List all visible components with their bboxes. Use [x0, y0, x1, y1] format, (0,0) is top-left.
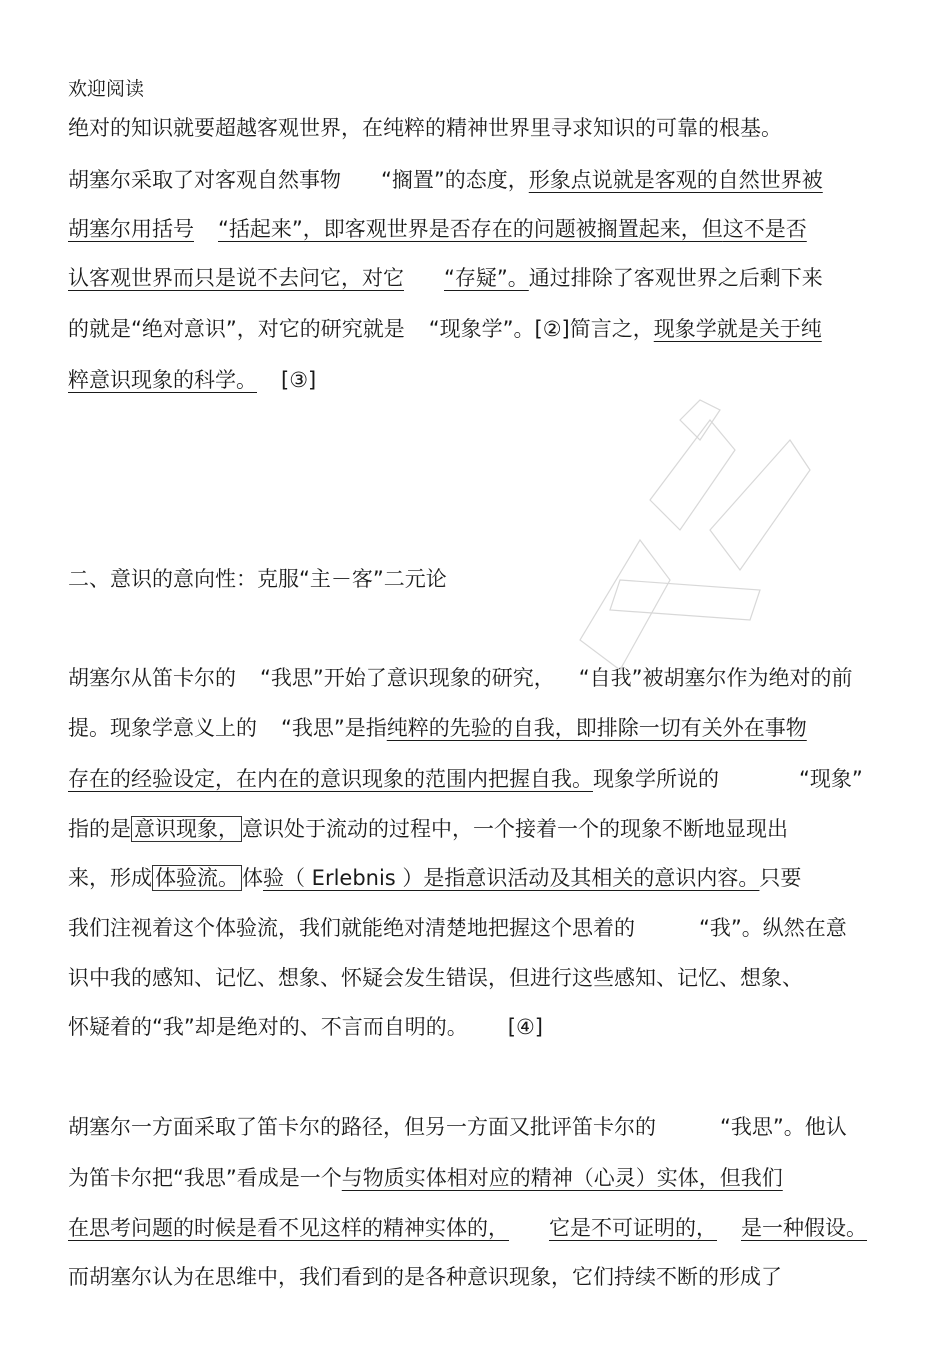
text-segment: 指的是 — [68, 817, 131, 841]
text-segment: “搁置”的态度， — [381, 168, 529, 192]
paragraph-line — [68, 264, 823, 292]
section-heading: 二、意识的意向性：克服“主－客”二元论 — [68, 567, 447, 591]
paragraph-line — [68, 914, 847, 942]
underlined-text: 在思考问题的时候是看不见这样的精神实体的， — [68, 1216, 509, 1240]
paragraph-line — [68, 215, 807, 243]
text-segment: 识中我的感知、记忆、想象、怀疑会发生错误，但进行这些感知、记忆、想象、 — [68, 966, 803, 990]
underlined-text: 验（ Erlebnis ）是指意识活动及其相关的意识内容。 — [263, 866, 760, 890]
footnote-ref: [④] — [507, 1015, 543, 1039]
text-segment: 现象学所说的 — [593, 767, 719, 791]
text-segment: 体 — [242, 866, 263, 890]
underlined-text: “括起来”，即客观世界是否存在的问题被搁置起来，但 — [218, 217, 723, 241]
text-segment: 只要 — [759, 866, 802, 890]
underlined-text: 是一种假设。 — [741, 1216, 867, 1240]
underlined-text: “存疑”。 — [444, 266, 529, 290]
paragraph-line — [68, 366, 316, 394]
text-segment: 胡塞尔一方面采取了笛卡尔的路径，但另一方面又批评笛卡尔的 — [68, 1115, 656, 1139]
underlined-text: 粹意识现象的科学。 — [68, 368, 257, 392]
underlined-text: 胡塞尔用括号 — [68, 217, 194, 241]
paragraph-line — [68, 864, 801, 892]
underlined-text: 形象点说就是客观的自然世界被 — [528, 168, 823, 192]
text-segment: 胡塞尔从笛卡尔的 — [68, 666, 236, 690]
paragraph-line — [68, 114, 782, 142]
text-segment: 我们注视着这个体验流，我们就能绝对清楚地把握这个思着的 — [68, 916, 635, 940]
boxed-term: 意识现象， — [131, 816, 242, 842]
underlined-text: 现象学就是关于纯 — [653, 317, 822, 341]
underlined-text: 认客观世界而只是说不去问它，对它 — [68, 266, 404, 290]
paragraph-line — [68, 1214, 867, 1242]
paragraph-line — [68, 815, 788, 843]
paragraph-line — [68, 664, 853, 692]
page-header: 欢迎阅读 — [68, 78, 145, 100]
text-segment: “我思”开始了意识现象的研究， — [260, 666, 555, 690]
text-segment: “现象学”。[②]简言之， — [428, 317, 654, 341]
paragraph-line — [68, 714, 807, 742]
underlined-text: 纯粹的先验的自我，即排除一切有关外在事物 — [386, 716, 807, 740]
text-segment: 意识处于流动的过程中，一个接着一个的现象不断地显现出 — [242, 817, 788, 841]
paragraph-line — [68, 166, 823, 194]
paragraph-line — [68, 964, 803, 992]
text-segment: 怀疑着的“我”却是绝对的、不言而自明的。 — [68, 1015, 468, 1039]
paragraph-line — [68, 1013, 543, 1041]
footnote-ref: [③] — [281, 368, 317, 392]
text-segment: 而胡塞尔认为在思维中，我们看到的是各种意识现象，它们持续不断的形成了 — [68, 1265, 782, 1289]
text-segment: 的就是“绝对意识”，对它的研究就是 — [68, 317, 405, 341]
paragraph-line — [68, 1263, 782, 1291]
paragraph-line — [68, 1164, 783, 1192]
underlined-text: 这不是否 — [722, 217, 807, 241]
text-segment: 胡塞尔采取了对客观自然事物 — [68, 168, 341, 192]
underlined-text: 与物质实体相对应的精神（心灵）实体，但我们 — [341, 1166, 783, 1190]
text-segment: 来，形成 — [68, 866, 152, 890]
text-segment: “我”。纵然在意 — [699, 916, 847, 940]
watermark-graphic — [560, 380, 820, 680]
text-segment: “我思”。他认 — [720, 1115, 847, 1139]
underlined-text: 它是不可证明的， — [549, 1216, 717, 1240]
underlined-text: 存在的经验设定，在内在的意识现象的范围内把握自我。 — [68, 767, 593, 791]
text-segment: “我思”是指 — [281, 716, 387, 740]
text-segment: 绝对的知识就要超越客观世界，在纯粹的精神世界里寻求知识的可靠的根基。 — [68, 116, 782, 140]
boxed-term: 体验流。 — [152, 865, 242, 891]
paragraph-line — [68, 765, 863, 793]
text-segment: “自我”被胡塞尔作为绝对的前 — [578, 666, 853, 690]
text-segment: 提。现象学意义上的 — [68, 716, 257, 740]
paragraph-line — [68, 1113, 847, 1141]
text-segment: 为笛卡尔把“我思”看成是一个 — [68, 1166, 342, 1190]
text-segment: “现象” — [799, 767, 863, 791]
paragraph-line — [68, 315, 822, 343]
text-segment: 通过排除了客观世界之后剩下来 — [528, 266, 823, 290]
